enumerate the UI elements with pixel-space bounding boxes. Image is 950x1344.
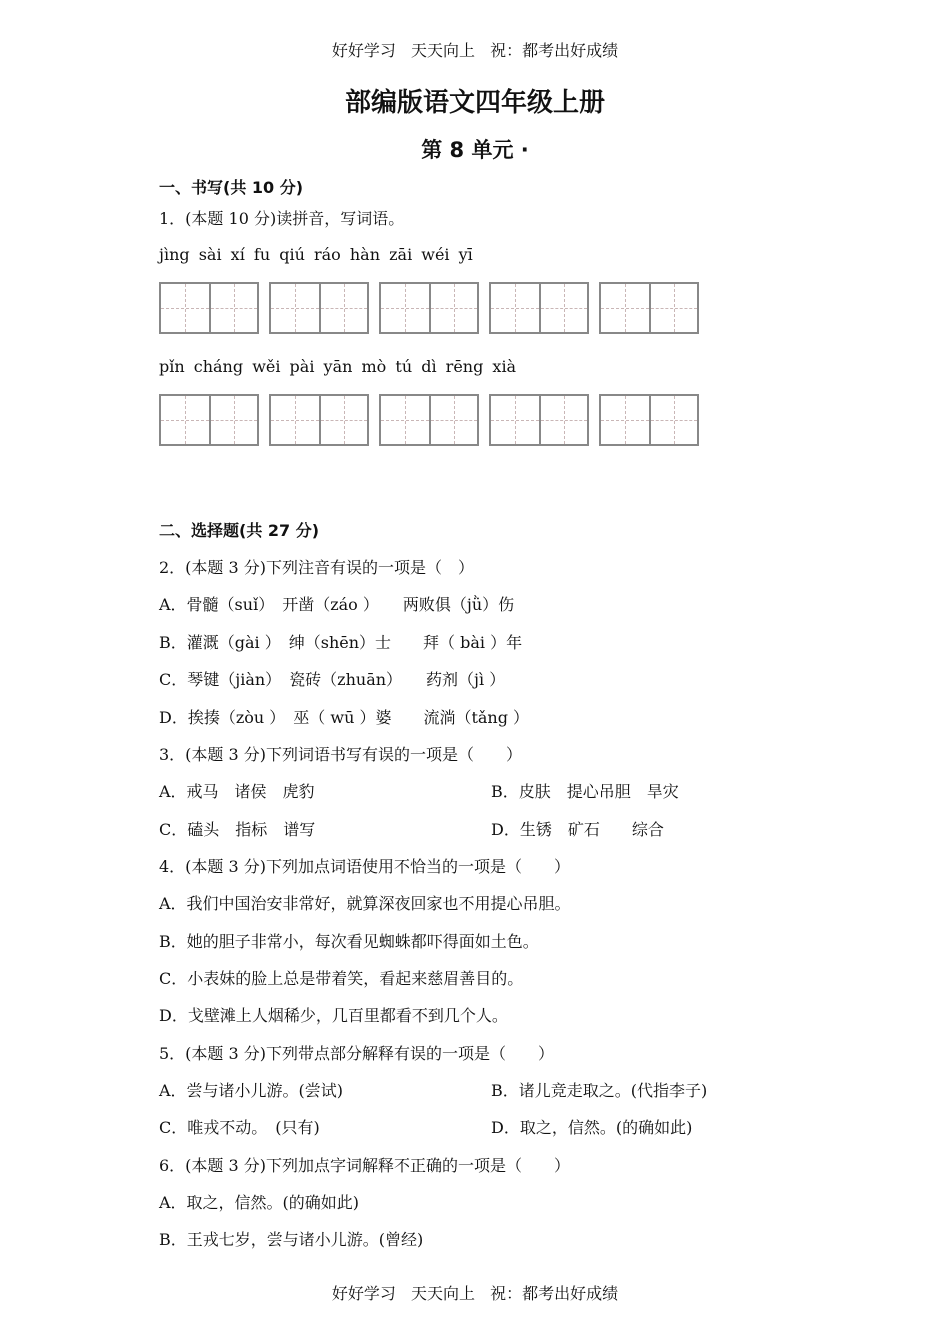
question-4-option-b: B．她的胆子非常小，每次看见蜘蛛都吓得面如土色。 [159, 932, 539, 951]
writing-cell[interactable] [381, 284, 429, 332]
question-1-stem: 1．(本题 10 分)读拼音，写词语。 [159, 209, 405, 228]
pinyin-row-1: jìng sài xí fu qiú ráo hàn zāi wéi yī [159, 245, 473, 264]
writing-cell[interactable] [319, 396, 367, 444]
section-heading-choice: 二、选择题(共 27 分) [159, 521, 320, 540]
writing-box[interactable] [489, 394, 589, 446]
writing-box[interactable] [269, 282, 369, 334]
writing-cell[interactable] [319, 284, 367, 332]
writing-cell[interactable] [491, 396, 539, 444]
page-header: 好好学习 天天向上 祝：都考出好成绩 [331, 41, 619, 60]
writing-grid-row-2 [159, 394, 699, 446]
writing-box[interactable] [269, 394, 369, 446]
writing-box[interactable] [489, 282, 589, 334]
question-4-option-c: C．小表妹的脸上总是带着笑，看起来慈眉善目的。 [159, 969, 524, 988]
question-6-stem: 6．(本题 3 分)下列加点字词解释不正确的一项是（ ） [159, 1156, 571, 1175]
writing-cell[interactable] [161, 396, 209, 444]
writing-cell[interactable] [209, 284, 257, 332]
question-3-option-c: C．磕头 指标 谱写 [159, 820, 316, 839]
writing-cell[interactable] [601, 284, 649, 332]
writing-box[interactable] [159, 282, 259, 334]
writing-grid-row-1 [159, 282, 699, 334]
writing-box[interactable] [379, 282, 479, 334]
question-4-stem: 4．(本题 3 分)下列加点词语使用不恰当的一项是（ ） [159, 857, 571, 876]
writing-box[interactable] [379, 394, 479, 446]
question-3-stem: 3．(本题 3 分)下列词语书写有误的一项是（ ） [159, 745, 523, 764]
writing-cell[interactable] [271, 284, 319, 332]
writing-cell[interactable] [601, 396, 649, 444]
question-6-option-a: A．取之，信然。(的确如此) [159, 1193, 360, 1212]
question-2-option-b: B．灌溉（gài ） 绅（shēn）士 拜（ bài ）年 [159, 633, 523, 652]
page-title: 部编版语文四年级上册 [344, 88, 605, 118]
question-5-option-c: C．唯戎不动。 (只有) [159, 1118, 320, 1137]
writing-cell[interactable] [539, 284, 587, 332]
writing-cell[interactable] [429, 284, 477, 332]
writing-box[interactable] [159, 394, 259, 446]
question-2-option-a: A．骨髓（suǐ） 开凿（záo ） 两败俱（jǜ）伤 [159, 595, 515, 614]
writing-cell[interactable] [161, 284, 209, 332]
question-5-option-d: D．取之，信然。(的确如此) [491, 1118, 693, 1137]
pinyin-row-2: pǐn cháng wěi pài yān mò tú dì rēng xià [159, 357, 517, 376]
question-2-option-c: C．琴键（jiàn） 瓷砖（zhuān） 药剂（jì ） [159, 670, 506, 689]
writing-cell[interactable] [381, 396, 429, 444]
writing-cell[interactable] [429, 396, 477, 444]
question-5-option-a: A．尝与诸小儿游。(尝试) [159, 1081, 344, 1100]
question-3-option-d: D．生锈 矿石 综合 [491, 820, 664, 839]
question-5-option-b: B．诸儿竞走取之。(代指李子) [491, 1081, 708, 1100]
unit-subtitle: 第 8 单元 · [421, 138, 529, 162]
page-footer: 好好学习 天天向上 祝：都考出好成绩 [331, 1284, 619, 1303]
writing-box[interactable] [599, 394, 699, 446]
question-6-option-b: B．王戎七岁，尝与诸小儿游。(曾经) [159, 1230, 424, 1249]
section-heading-writing: 一、书写(共 10 分) [159, 178, 304, 197]
writing-box[interactable] [599, 282, 699, 334]
question-2-option-d: D．挨揍（zòu ） 巫（ wū ）婆 流淌（tǎng ） [159, 708, 530, 727]
question-3-option-a: A．戒马 诸侯 虎豹 [159, 782, 315, 801]
question-4-option-a: A．我们中国治安非常好，就算深夜回家也不用提心吊胆。 [159, 894, 571, 913]
writing-cell[interactable] [491, 284, 539, 332]
question-2-stem: 2．(本题 3 分)下列注音有误的一项是（ ） [159, 558, 475, 577]
writing-cell[interactable] [539, 396, 587, 444]
writing-cell[interactable] [209, 396, 257, 444]
question-4-option-d: D．戈壁滩上人烟稀少，几百里都看不到几个人。 [159, 1006, 508, 1025]
question-5-stem: 5．(本题 3 分)下列带点部分解释有误的一项是（ ） [159, 1044, 555, 1063]
writing-cell[interactable] [649, 284, 697, 332]
writing-cell[interactable] [649, 396, 697, 444]
writing-cell[interactable] [271, 396, 319, 444]
question-3-option-b: B．皮肤 提心吊胆 旱灾 [491, 782, 679, 801]
